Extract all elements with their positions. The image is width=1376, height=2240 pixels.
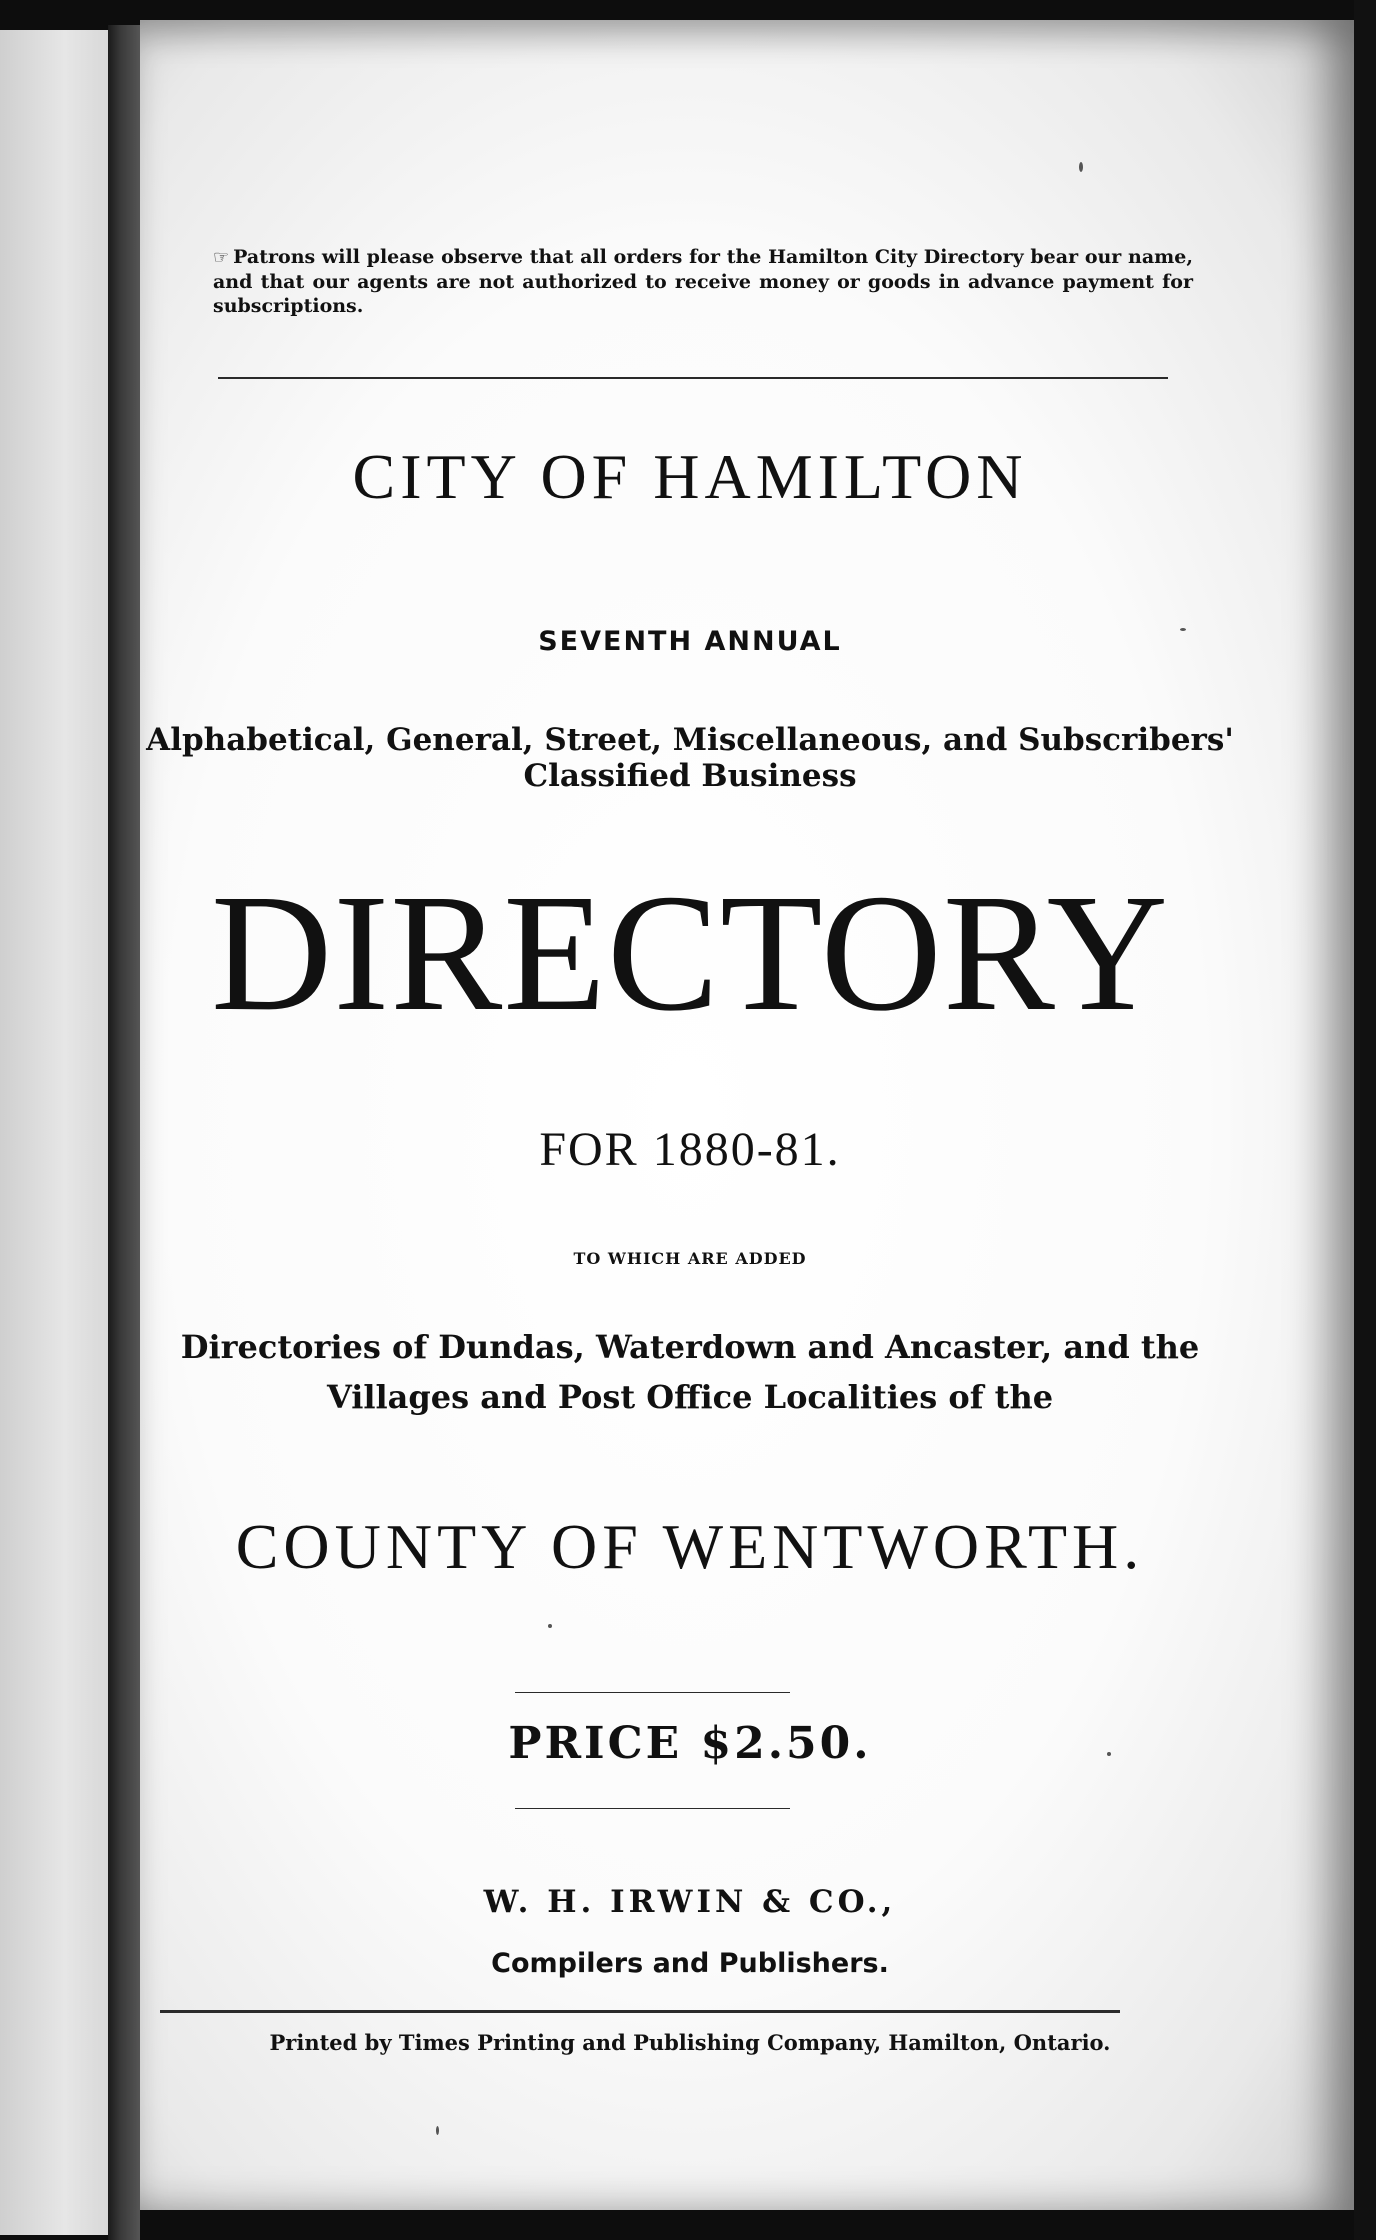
scan-border — [1354, 0, 1376, 2240]
price-divider-bottom — [515, 1808, 790, 1809]
directory-types-line1: Alphabetical, General, Street, Miscellaneous, and Subscribers' — [146, 722, 1234, 758]
publisher-name: W. H. IRWIN & CO., — [483, 1884, 897, 1920]
pointing-hand-icon: ☞ — [213, 247, 228, 268]
additions-text — [140, 1322, 1240, 1422]
county-heading: COUNTY OF WENTWORTH. — [235, 1511, 1145, 1582]
binding-spine — [108, 25, 140, 2240]
scan-speck — [1180, 628, 1186, 631]
notice-divider — [218, 377, 1168, 379]
main-title: DIRECTORY — [210, 860, 1170, 1046]
directory-types — [140, 722, 1240, 794]
printer-credit: Printed by Times Printing and Publishing Company, Hamilton, Ontario. — [269, 2030, 1111, 2055]
scan-speck — [548, 1624, 552, 1628]
scan-speck — [436, 2126, 439, 2135]
scan-speck — [1079, 162, 1083, 172]
patrons-notice — [213, 245, 1193, 318]
facing-page-edge — [0, 30, 108, 2235]
scan-speck — [1107, 1752, 1111, 1756]
additions-intro: TO WHICH ARE ADDED — [573, 1249, 807, 1268]
city-heading: CITY OF HAMILTON — [352, 441, 1028, 512]
publisher-role: Compilers and Publishers. — [491, 1948, 889, 1979]
title-page — [140, 20, 1355, 2210]
footer-divider — [160, 2010, 1120, 2013]
edition-label: SEVENTH ANNUAL — [538, 626, 842, 657]
directory-types-line2: Classified Business — [523, 758, 857, 794]
price-label: PRICE $2.50. — [508, 1718, 872, 1769]
additions-line2: Villages and Post Office Localities of the — [326, 1378, 1054, 1416]
year-label: FOR 1880-81. — [539, 1123, 841, 1176]
notice-text: Patrons will please observe that all orders for the Hamilton City Directory bear our name, and that our agents are not authorized to receive money or goods in advance payment for subscriptions. — [213, 246, 1193, 317]
additions-line1: Directories of Dundas, Waterdown and Ancaster, and the — [180, 1328, 1200, 1366]
price-divider-top — [515, 1692, 790, 1693]
